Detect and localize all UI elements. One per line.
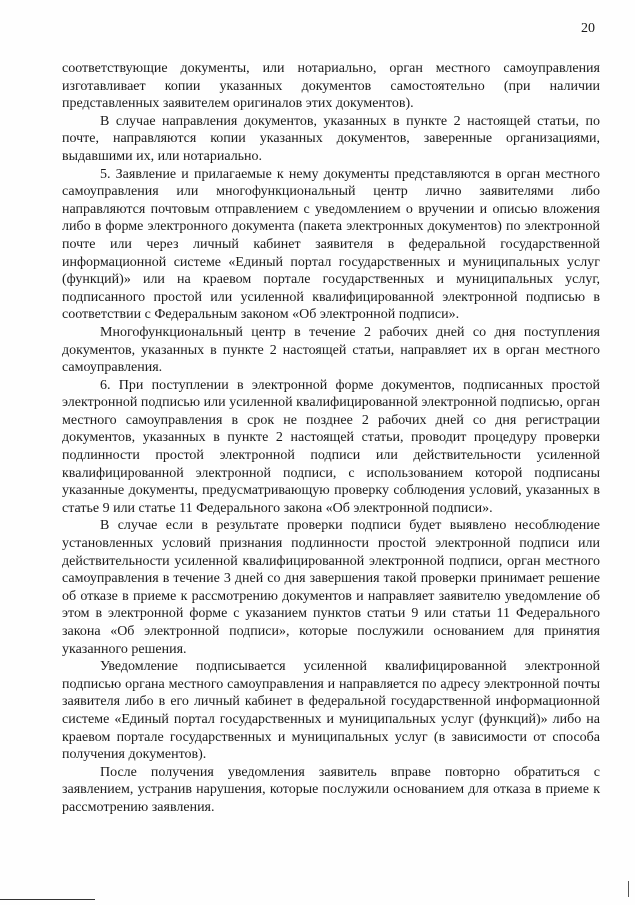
paragraph-postal-copies: В случае направления документов, указанных в пункте 2 настоящей статьи, по почте, направляются копии указанных документов, заверенные организациями, выдавшими их, или нотариально. xyxy=(62,113,600,164)
paragraph-notification: Уведомление подписывается усиленной квалифицированной электронной подписью органа местного самоуправления и направляется по адресу электронной почты заявителя либо в его личный кабинет в федеральной государственной информационной системе «Единый портал государственных и муниципальных услуг (функций)» либо на краевом портале государственных и муниципальных услуг (в зависимости от способа получения документов). xyxy=(62,659,600,763)
paragraph-signature-check: В случае если в результате проверки подписи будет выявлено несоблюдение установленных условий признания подлинности простой электронной подписи или действительности усиленной квалифицированной электронной подписи, орган местного самоуправления в течение 3 дней со дня завершения такой проверки принимает решение об отказе в приеме к рассмотрению документов и направляет заявителю уведомление об этом в электронной форме с указанием пунктов статьи 9 или статьи 11 Федерального закона «Об электронной подписи», которые послужили основанием для принятия указанного решения. xyxy=(62,518,600,657)
paragraph-continuation: соответствующие документы, или нотариально, орган местного самоуправления изготавливает копии указанных документов самостоятельно (при наличии представленных заявителем оригиналов этих документов). xyxy=(62,61,600,112)
footer-rule xyxy=(0,899,95,900)
paragraph-mfc: Многофункциональный центр в течение 2 рабочих дней со дня поступления документов, указанных в пункте 2 настоящей статьи, направляет их в орган местного самоуправления. xyxy=(62,324,600,376)
edge-mark xyxy=(628,881,629,897)
paragraph-item-5: 5. Заявление и прилагаемые к нему документы представляются в орган местного самоуправления или многофункциональный центр лично заявителями либо направляются почтовым отправлением с уведомлением о вручении и описью вложения либо в форме электронного документа (пакета электронных документов) по электронной почте или через личный кабинет заявителя в федеральной государственной информационной системе «Единый портал государственных и муниципальных услуг (функций)» или на краевом портале государственных и муниципальных услуг, подписанного простой или усиленной квалифицированной электронной подписью в соответствии с Федеральным законом «Об электронной подписи». xyxy=(62,166,600,323)
paragraph-reapply: После получения уведомления заявитель вправе повторно обратиться с заявлением, устранив нарушения, которые послужили основанием для отказа в приеме к рассмотрению заявления. xyxy=(62,764,600,815)
page-number: 20 xyxy=(581,21,595,36)
paragraph-item-6: 6. При поступлении в электронной форме документов, подписанных простой электронной подписью или усиленной квалифицированной электронной подписью, орган местного самоуправления в срок не позднее 2 рабочих дней со дня регистрации документов, указанных в пункте 2 настоящей статьи, проводит процедуру проверки подлинности простой электронной подписи или действительности усиленной квалифицированной электронной подписи, с использованием которой подписаны указанные документы, предусматривающую проверку соблюдения условий, указанных в статье 9 или статье 11 Федерального закона «Об электронной подписи». xyxy=(62,377,600,516)
document-body xyxy=(62,60,600,817)
